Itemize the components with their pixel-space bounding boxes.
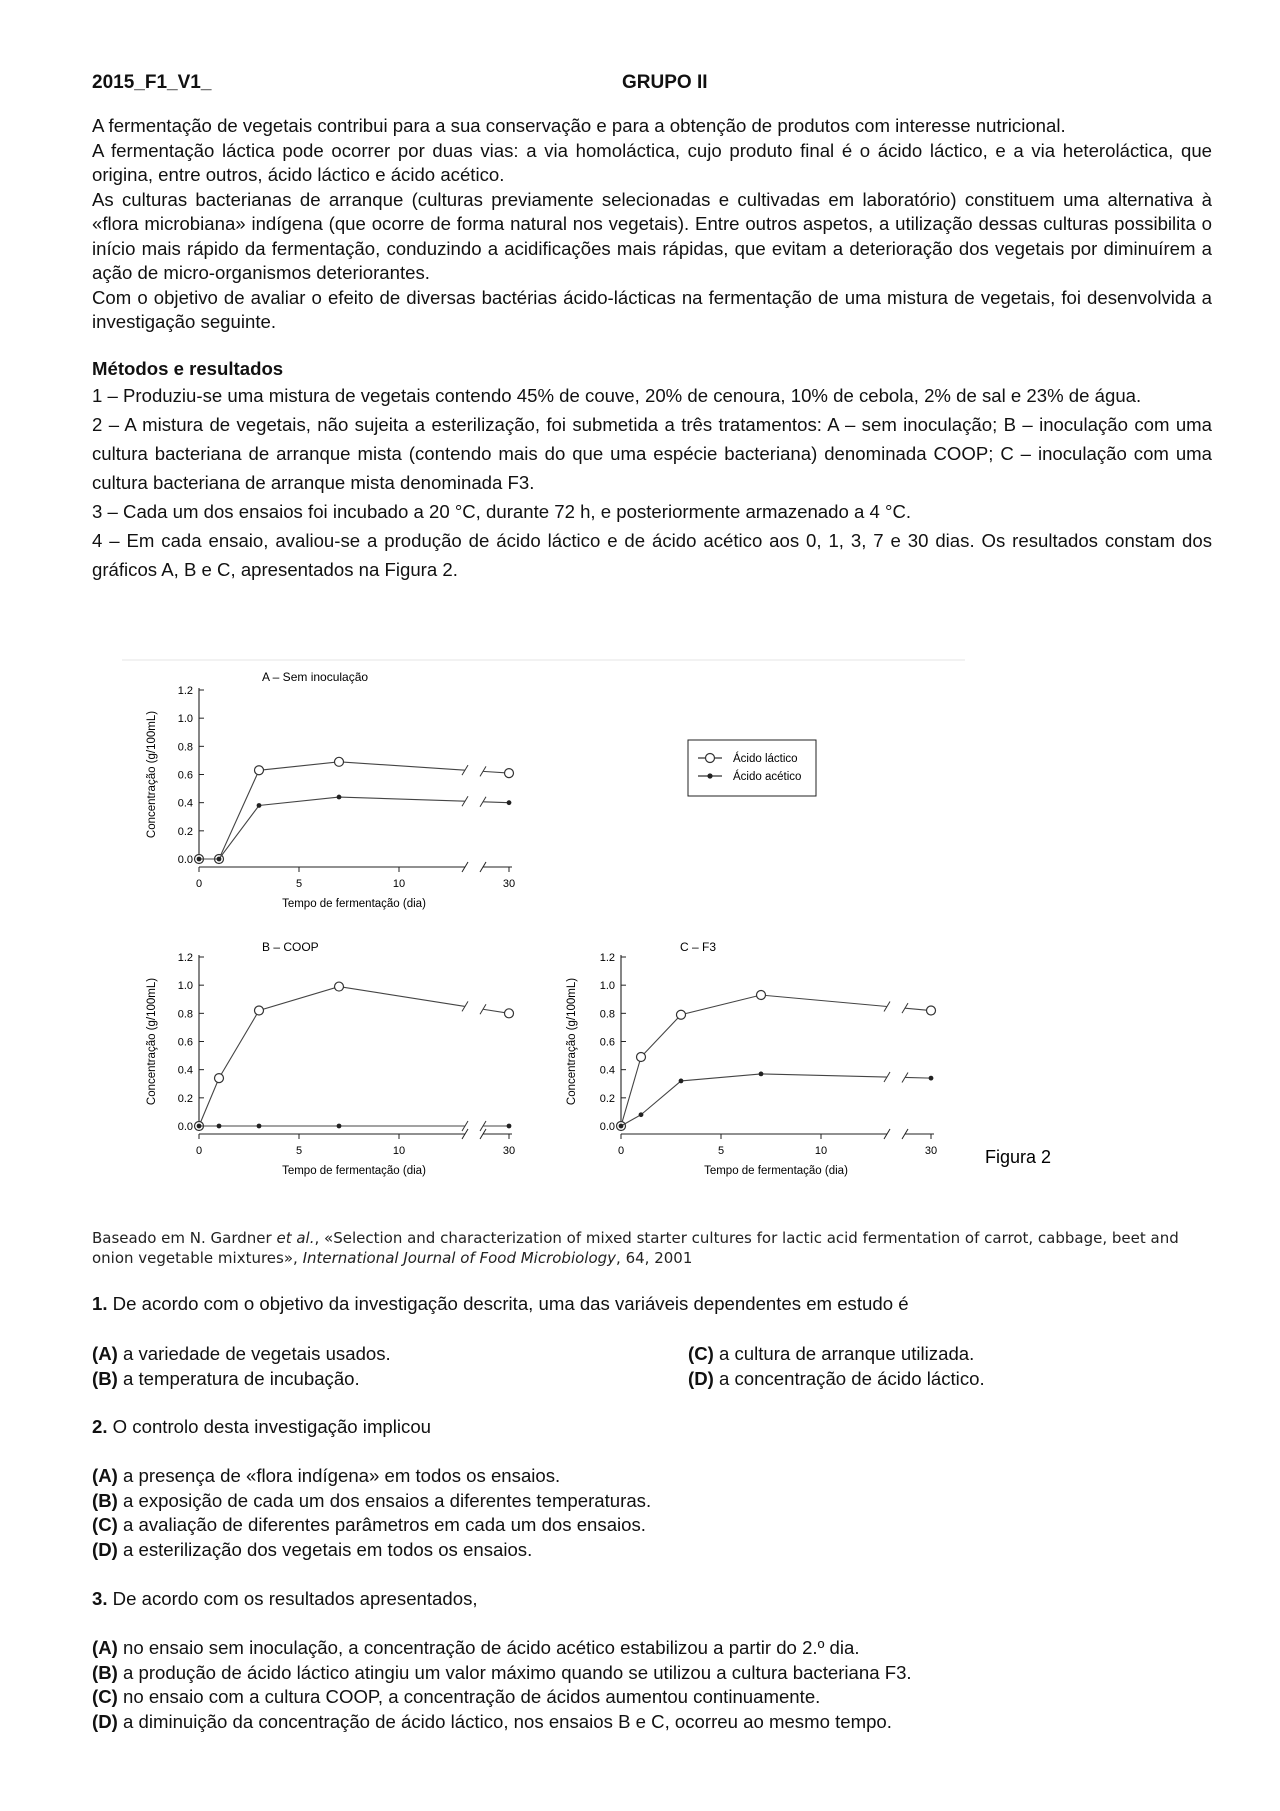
acetic-data-point [619,1124,624,1129]
option-text: a avaliação de diferentes parâmetros em cada um dos ensaios. [117,1514,646,1535]
group-title: GRUPO II [622,72,708,93]
lactic-series-line [199,987,509,1126]
y-tick-label: 0.8 [177,1008,193,1021]
option-text: a diminuição da concentração de ácido láctico, nos ensaios B e C, ocorreu ao mesmo tempo. [117,1710,892,1732]
lactic-data-point [505,1009,514,1018]
lactic-data-point [335,757,344,766]
question-text: O controlo desta investigação implicou [107,1416,432,1437]
intro-paragraph: A fermentação de vegetais contribui para a sua conservação e para a obtenção de produtos com interesse nutricional. [92,115,1066,136]
method-item: 2 – A mistura de vegetais, não sujeita a esterilização, foi submetida a três tratamentos: A – sem inoculação; B – inoculação com uma cultura bacteriana de arranque mista (contendo mais do que uma espécie bacteriana) denominada COOP; C – inoculação com uma cultura bacteriana de arranque mista denominada F3. [92,413,1212,493]
y-tick-label: 1.2 [599,952,615,964]
option-text: no ensaio com a cultura COOP, a concentração de ácidos aumentou continuamente. [117,1686,821,1707]
y-tick-label: 0.6 [177,1036,193,1049]
acetic-data-point [197,1124,202,1129]
acetic-data-point [507,1124,512,1129]
panel-b-chart [146,940,515,1177]
question-number: 1. [92,1293,108,1314]
acetic-data-point [337,795,342,800]
lactic-data-point [215,1074,224,1083]
option-key: (B) [92,1367,118,1389]
acetic-data-point [639,1112,644,1117]
acetic-data-point [197,857,202,862]
x-tick-label: 5 [295,878,303,890]
source-tail: , 64, 2001 [616,1249,693,1267]
x-tick-label: 0 [617,1145,625,1157]
panel-a-title: A – Sem inoculação [262,670,369,684]
y-tick-label: 0.8 [177,741,193,754]
lactic-data-point [335,982,344,991]
option-text: no ensaio sem inoculação, a concentração de ácido acético estabilizou a partir do 2.º dia. [117,1637,860,1658]
option-text: a temperatura de incubação. [117,1367,360,1389]
lactic-data-point [757,991,766,1000]
lactic-data-point [677,1010,686,1019]
legend-acetic-marker [707,773,712,778]
y-tick-label: 0.2 [177,825,193,838]
x-tick-label: 10 [392,878,406,890]
chart-legend [688,740,816,796]
option-text: a produção de ácido láctico atingiu um valor máximo quando se utilizou a cultura bacteriana F3. [117,1661,912,1683]
acetic-data-point [507,800,512,805]
method-item: 3 – Cada um dos ensaios foi incubado a 20 °C, durante 72 h, e posteriormente armazenado a 4 °C. [92,500,912,522]
question-2 [92,1415,1212,1440]
y-tick-label: 0.0 [177,1121,193,1133]
option-b[interactable] [92,1367,360,1392]
question-1-options [92,1342,1212,1394]
option-key: (D) [92,1538,118,1560]
question-number: 2. [92,1416,108,1437]
question-3 [92,1587,1212,1612]
source-title: , «Selection and characterization of mixed starter cultures for lactic acid fermentation of carrot, cabbage, beet and onion vegetable mixtures», [92,1229,1179,1267]
y-tick-label: 0.2 [599,1092,615,1105]
option-d[interactable] [92,1710,1212,1735]
option-key: (A) [92,1637,118,1658]
x-tick-label: 0 [195,878,203,890]
question-text: De acordo com o objetivo da investigação descrita, uma das variáveis dependentes em estudo é [107,1293,909,1314]
option-b[interactable] [92,1661,1212,1686]
option-text: a variedade de vegetais usados. [117,1343,391,1364]
option-a[interactable] [92,1636,1212,1661]
y-tick-label: 1.0 [177,980,193,993]
exam-code: 2015_F1_V1_ [92,72,212,93]
x-tick-label: 5 [295,1145,303,1157]
panel-c-title: C – F3 [680,940,717,954]
y-tick-label: 0.6 [177,769,193,782]
option-key: (D) [688,1367,714,1389]
legend-box [688,740,816,796]
option-key: (A) [92,1343,118,1364]
question-number: 3. [92,1588,108,1609]
method-item: 1 – Produziu-se uma mistura de vegetais contendo 45% de couve, 20% de cenoura, 10% de cebola, 2% de sal e 23% de água. [92,384,1142,406]
x-tick-label: 30 [502,878,516,890]
y-tick-label: 0.4 [599,1064,615,1077]
option-key: (A) [92,1465,118,1486]
acetic-data-point [217,1124,222,1129]
y-tick-label: 1.0 [599,980,615,993]
intro-paragraph: Com o objetivo de avaliar o efeito de diversas bactérias ácido-lácticas na fermentação de uma mistura de vegetais, foi desenvolvida a investigação seguinte. [92,286,1212,332]
panel-c-chart [566,940,937,1177]
x-tick-label: 10 [392,1145,406,1157]
acetic-data-point [337,1124,342,1129]
y-tick-label: 0.8 [599,1008,615,1021]
option-d[interactable] [688,1367,985,1392]
option-b[interactable] [92,1489,1212,1514]
y-tick-label: 0.4 [177,1064,193,1077]
option-key: (B) [92,1661,118,1683]
lactic-data-point [927,1006,936,1015]
acetic-data-point [217,857,222,862]
legend-lactic-marker [706,754,715,763]
y-tick-label: 0.2 [177,1092,193,1105]
panel-a-chart [146,670,515,910]
y-axis-label: Concentração (g/100mL) [146,977,158,1106]
method-item: 4 – Em cada ensaio, avaliou-se a produção de ácido láctico e de ácido acético aos 0, 1, 3, 7 e 30 dias. Os resultados constam dos gráficos A, B e C, apresentados na Figura 2. [92,529,1212,580]
option-text: a esterilização dos vegetais em todos os ensaios. [117,1538,533,1560]
lactic-data-point [637,1052,646,1061]
x-tick-label: 0 [195,1145,203,1157]
y-tick-label: 0.6 [599,1036,615,1049]
option-d[interactable] [92,1538,1212,1563]
figure-caption: Figura 2 [985,1147,1052,1167]
lactic-series-line [199,762,509,859]
lactic-data-point [505,769,514,778]
intro-paragraph: A fermentação láctica pode ocorrer por duas vias: a via homoláctica, cujo produto final é o ácido láctico, e a via heteroláctica, que origina, entre outros, ácido láctico e ácido acético. [92,139,1212,185]
figure-source [92,1228,1212,1268]
methods-title: Métodos e resultados [92,357,284,379]
option-key: (B) [92,1489,118,1511]
y-tick-label: 0.0 [599,1121,615,1133]
acetic-data-point [679,1079,684,1084]
lactic-data-point [255,766,264,775]
option-c[interactable] [92,1513,1212,1538]
y-tick-label: 1.2 [177,685,193,697]
question-1 [92,1292,1212,1317]
y-tick-label: 1.0 [177,713,193,726]
lactic-data-point [255,1006,264,1015]
option-key: (D) [92,1710,118,1732]
acetic-data-point [759,1071,764,1076]
x-axis-label: Tempo de fermentação (dia) [704,1165,848,1177]
acetic-data-point [929,1076,934,1081]
x-tick-label: 5 [717,1145,725,1157]
source-journal: International Journal of Food Microbiology [302,1249,617,1267]
option-c[interactable] [92,1685,1212,1710]
option-a[interactable] [92,1464,1212,1489]
x-tick-label: 30 [502,1145,516,1157]
y-axis-label: Concentração (g/100mL) [146,710,158,839]
x-axis-label: Tempo de fermentação (dia) [282,898,426,910]
option-text: a presença de «flora indígena» em todos os ensaios. [117,1465,561,1486]
option-key: (C) [688,1343,714,1364]
question-text: De acordo com os resultados apresentados, [107,1588,478,1609]
option-text: a concentração de ácido láctico. [713,1367,985,1389]
legend-acetic-label: Ácido acético [733,771,802,783]
option-key: (C) [92,1514,118,1535]
y-tick-label: 1.2 [177,952,193,964]
question-2-options [92,1464,1212,1562]
acetic-data-point [257,803,262,808]
intro-paragraph: As culturas bacterianas de arranque (culturas previamente selecionadas e cultivadas em laboratório) constituem uma alternativa à «flora microbiana» indígena (que ocorre de forma natural nos vegetais). Entre outros aspetos, a utilização dessas culturas possibilita o início mais rápido da fermentação, conduzindo a acidificações mais rápidas, que evitam a deterioração dos vegetais por diminuírem a ação de micro-organismos deteriorantes. [92,188,1212,283]
source-etal: et al. [276,1229,315,1247]
option-a[interactable] [92,1342,391,1367]
panel-b-title: B – COOP [262,940,319,954]
option-text: a exposição de cada um dos ensaios a diferentes temperaturas. [117,1489,652,1511]
option-key: (C) [92,1686,118,1707]
x-tick-label: 10 [814,1145,828,1157]
lactic-series-line [621,995,931,1126]
source-prefix: Baseado em N. Gardner [92,1229,277,1247]
y-tick-label: 0.0 [177,854,193,866]
acetic-data-point [257,1124,262,1129]
x-tick-label: 30 [924,1145,938,1157]
x-axis-label: Tempo de fermentação (dia) [282,1165,426,1177]
legend-lactic-label: Ácido láctico [733,753,798,765]
option-c[interactable] [688,1342,974,1367]
option-text: a cultura de arranque utilizada. [713,1343,975,1364]
question-3-options [92,1636,1212,1734]
y-tick-label: 0.4 [177,797,193,810]
y-axis-label: Concentração (g/100mL) [566,977,578,1106]
